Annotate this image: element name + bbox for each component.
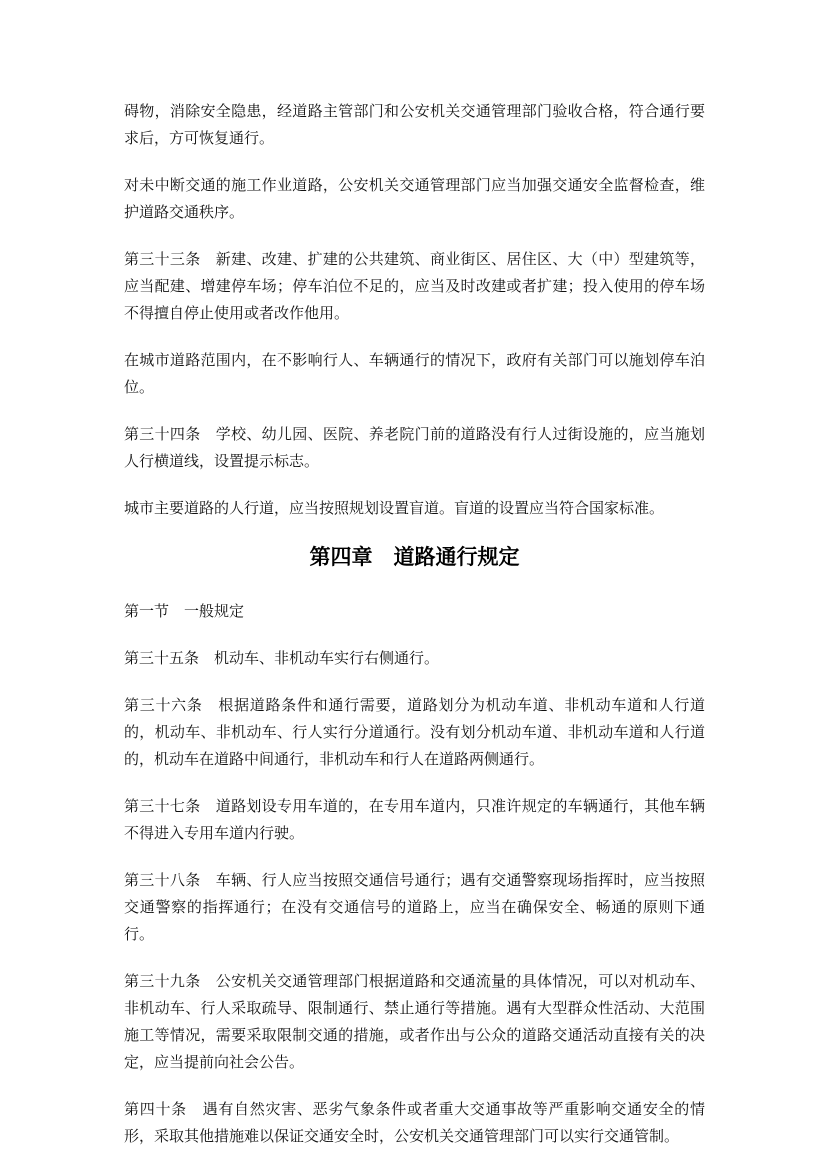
article-paragraph-33: 第三十三条 新建、改建、扩建的公共建筑、商业街区、居住区、大（中）型建筑等，应当配建、增建停车场；停车泊位不足的，应当及时改建或者扩建；投入使用的停车场不得擅自停止使用或者改作他用。 <box>124 252 705 322</box>
body-paragraph: 城市主要道路的人行道，应当按照规划设置盲道。盲道的设置应当符合国家标准。 <box>124 501 665 517</box>
article-paragraph-37: 第三十七条 道路划设专用车道的，在专用车道内，只准许规定的车辆通行，其他车辆不得进入专用车道内行驶。 <box>124 799 705 842</box>
body-paragraph: 在城市道路范围内，在不影响行人、车辆通行的情况下，政府有关部门可以施划停车泊位。 <box>124 353 705 396</box>
article-paragraph-36: 第三十六条 根据道路条件和通行需要，道路划分为机动车道、非机动车道和人行道的，机动车、非机动车、行人实行分道通行。没有划分机动车道、非机动车道和人行道的，机动车在道路中间通行，非机动车和行人在道路两侧通行。 <box>124 698 705 768</box>
chapter-heading: 第四章 道路通行规定 <box>309 546 520 569</box>
article-paragraph-39: 第三十九条 公安机关交通管理部门根据道路和交通流量的具体情况，可以对机动车、非机动车、行人采取疏导、限制通行、禁止通行等措施。遇有大型群众性活动、大范围施工等情况，需要采取限制交通的措施，或者作出与公众的道路交通活动直接有关的决定，应当提前向社会公告。 <box>124 974 705 1071</box>
body-paragraph: 对未中断交通的施工作业道路，公安机关交通管理部门应当加强交通安全监督检查，维护道路交通秩序。 <box>124 178 705 221</box>
body-paragraph: 碍物，消除安全隐患，经道路主管部门和公安机关交通管理部门验收合格，符合通行要求后，方可恢复通行。 <box>124 104 705 147</box>
section-heading: 第一节 一般规定 <box>124 604 245 620</box>
article-paragraph-34: 第三十四条 学校、幼儿园、医院、养老院门前的道路没有行人过街设施的，应当施划人行横道线，设置提示标志。 <box>124 427 705 470</box>
article-paragraph-40: 第四十条 遇有自然灾害、恶劣气象条件或者重大交通事故等严重影响交通安全的情形，采取其他措施难以保证交通安全时，公安机关交通管理部门可以实行交通管制。 <box>124 1102 705 1145</box>
article-paragraph-35: 第三十五条 机动车、非机动车实行右侧通行。 <box>124 651 440 667</box>
article-paragraph-38: 第三十八条 车辆、行人应当按照交通信号通行；遇有交通警察现场指挥时，应当按照交通警察的指挥通行；在没有交通信号的道路上，应当在确保安全、畅通的原则下通行。 <box>124 873 705 943</box>
